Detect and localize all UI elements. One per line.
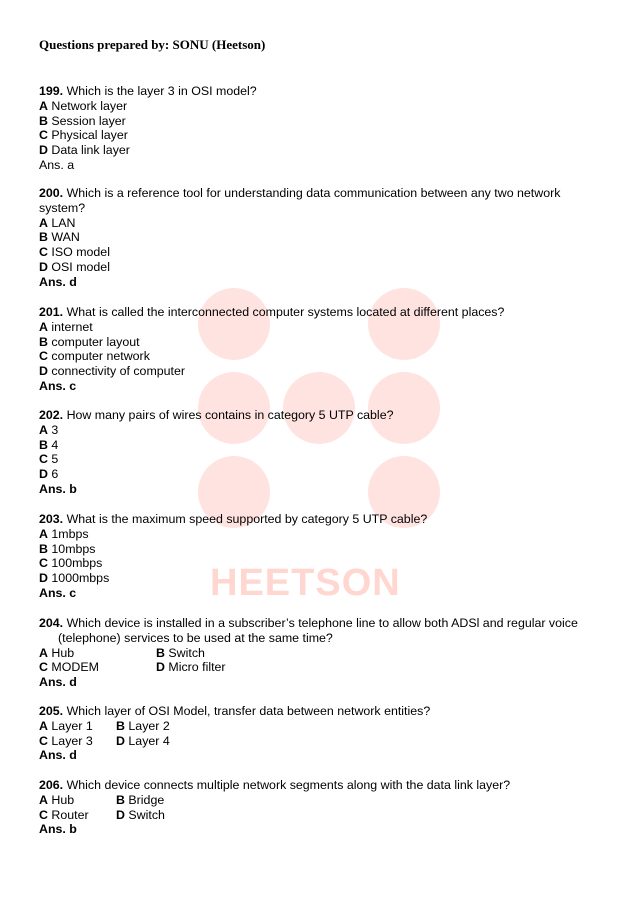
option-a: A 1mbps bbox=[39, 526, 89, 541]
question-text: Which layer of OSI Model, transfer data between network entities? bbox=[66, 704, 431, 718]
question-number: 205. bbox=[39, 704, 64, 718]
question-text: What is the maximum speed supported by category 5 UTP cable? bbox=[66, 512, 428, 526]
option-d: D Switch bbox=[116, 807, 165, 822]
question-number: 199. bbox=[39, 84, 64, 98]
question-text: What is called the interconnected computer systems located at different places? bbox=[66, 305, 505, 319]
question-text: How many pairs of wires contains in category 5 UTP cable? bbox=[66, 408, 394, 422]
question-number: 201. bbox=[39, 305, 64, 319]
option-row bbox=[39, 734, 609, 749]
option-row bbox=[39, 808, 609, 823]
option-row bbox=[39, 646, 609, 661]
option-a: A LAN bbox=[39, 215, 76, 230]
option-c: C 100mbps bbox=[39, 556, 103, 571]
option-row bbox=[39, 660, 609, 675]
option-row bbox=[39, 719, 609, 734]
option-row bbox=[39, 793, 609, 808]
question-number: 206. bbox=[39, 778, 64, 792]
question-number: 202. bbox=[39, 408, 64, 422]
option-c: C Physical layer bbox=[39, 128, 128, 143]
option-d: D connectivity of computer bbox=[39, 364, 186, 379]
option-b: B Bridge bbox=[116, 792, 165, 807]
question-text: Which device connects multiple network segments along with the data link layer? bbox=[66, 778, 511, 792]
option-c: C computer network bbox=[39, 349, 150, 364]
question-202 bbox=[39, 408, 609, 497]
answer: Ans. d bbox=[39, 675, 77, 690]
question-number: 204. bbox=[39, 616, 64, 630]
option-d: D Layer 4 bbox=[116, 733, 170, 748]
question-199 bbox=[39, 84, 609, 173]
option-a: A Layer 1 bbox=[39, 718, 93, 733]
option-d: D OSI model bbox=[39, 259, 110, 274]
question-201 bbox=[39, 305, 609, 394]
question-text-cont: system? bbox=[39, 200, 86, 215]
option-c: C MODEM bbox=[39, 660, 99, 675]
answer: Ans. a bbox=[39, 157, 75, 172]
question-204 bbox=[39, 616, 609, 690]
option-a: A 3 bbox=[39, 422, 59, 437]
question-203 bbox=[39, 512, 609, 601]
option-c: C Router bbox=[39, 807, 89, 822]
answer: Ans. d bbox=[39, 274, 77, 289]
option-b: B 10mbps bbox=[39, 541, 96, 556]
answer: Ans. b bbox=[39, 481, 77, 496]
option-b: B 4 bbox=[39, 437, 59, 452]
option-d: D 6 bbox=[39, 467, 59, 482]
option-a: A Hub bbox=[39, 645, 75, 660]
question-200 bbox=[39, 186, 609, 290]
answer: Ans. d bbox=[39, 748, 77, 763]
option-c: C Layer 3 bbox=[39, 733, 93, 748]
watermark-text: HEETSON bbox=[210, 562, 401, 604]
answer: Ans. c bbox=[39, 378, 77, 393]
question-text-cont: (telephone) services to be used at the same time? bbox=[58, 630, 333, 645]
question-number: 200. bbox=[39, 186, 64, 200]
option-a: A internet bbox=[39, 319, 93, 334]
question-number: 203. bbox=[39, 512, 64, 526]
option-b: B Session layer bbox=[39, 113, 126, 128]
answer: Ans. c bbox=[39, 585, 77, 600]
option-b: B Layer 2 bbox=[116, 718, 170, 733]
answer: Ans. b bbox=[39, 822, 77, 837]
option-c: C 5 bbox=[39, 452, 59, 467]
option-c: C ISO model bbox=[39, 245, 110, 260]
option-b: B Switch bbox=[156, 645, 205, 660]
option-a: A Network layer bbox=[39, 98, 128, 113]
question-text: Which is a reference tool for understanding data communication between any two network bbox=[66, 186, 561, 200]
option-b: B computer layout bbox=[39, 334, 140, 349]
option-d: D 1000mbps bbox=[39, 571, 110, 586]
option-a: A Hub bbox=[39, 792, 75, 807]
question-text: Which device is installed in a subscriber’s telephone line to allow both ADSl and regular voice bbox=[66, 616, 578, 630]
option-b: B WAN bbox=[39, 230, 80, 245]
page-header: Questions prepared by: SONU (Heetson) bbox=[39, 37, 266, 52]
question-206 bbox=[39, 778, 609, 837]
question-text: Which is the layer 3 in OSI model? bbox=[66, 84, 257, 98]
option-d: D Data link layer bbox=[39, 143, 130, 158]
question-205 bbox=[39, 704, 609, 763]
option-d: D Micro filter bbox=[156, 660, 226, 675]
